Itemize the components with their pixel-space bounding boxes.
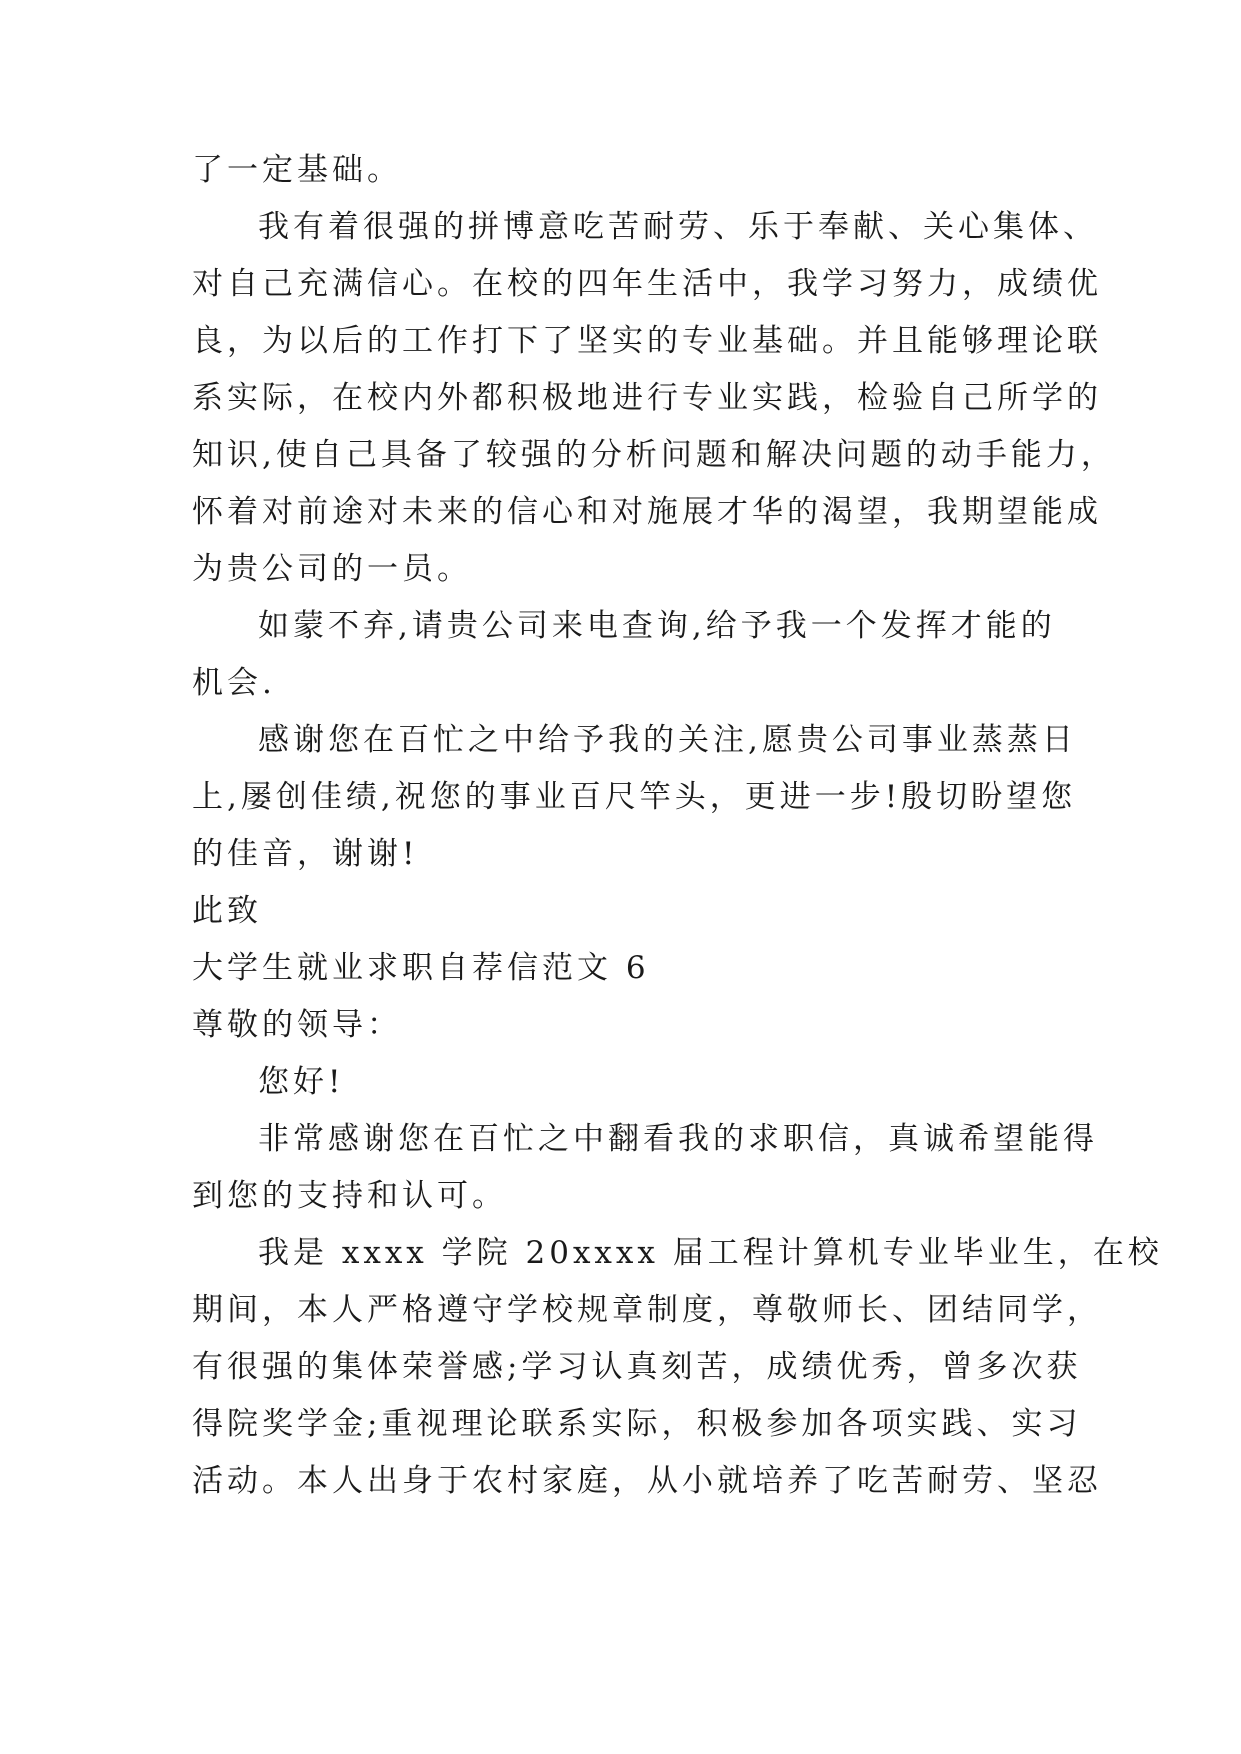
greeting: 您好! — [258, 1064, 345, 1100]
text-line: 期间，本人严格遵守学校规章制度，尊敬师长、团结同学， — [192, 1292, 1102, 1328]
text-line: 对自己充满信心。在校的四年生活中，我学习努力，成绩优 — [192, 266, 1102, 302]
text-line: 怀着对前途对未来的信心和对施展才华的渴望，我期望能成 — [192, 494, 1102, 530]
paragraph-start-line: 非常感谢您在百忙之中翻看我的求职信，真诚希望能得 — [258, 1121, 1098, 1157]
text-line: 上,屡创佳绩,祝您的事业百尺竿头，更进一步!殷切盼望您 — [192, 779, 1077, 815]
text-line: 到您的支持和认可。 — [192, 1178, 507, 1214]
section-title: 大学生就业求职自荐信范文 6 — [192, 950, 650, 986]
closing-line: 此致 — [192, 893, 262, 929]
paragraph-start-line: 感谢您在百忙之中给予我的关注,愿贵公司事业蒸蒸日 — [258, 722, 1077, 758]
paragraph-start-line: 如蒙不弃,请贵公司来电查询,给予我一个发挥才能的 — [258, 608, 1056, 644]
paragraph-start-line: 我是 xxxx 学院 20xxxx 届工程计算机专业毕业生，在校 — [258, 1235, 1163, 1271]
text-line: 良，为以后的工作打下了坚实的专业基础。并且能够理论联 — [192, 323, 1102, 359]
paragraph-start-line: 我有着很强的拼博意吃苦耐劳、乐于奉献、关心集体、 — [258, 209, 1098, 245]
text-line: 机会. — [192, 665, 276, 701]
text-line: 了一定基础。 — [192, 152, 402, 188]
salutation: 尊敬的领导： — [192, 1007, 402, 1043]
text-line: 有很强的集体荣誉感;学习认真刻苦，成绩优秀，曾多次获 — [192, 1349, 1082, 1385]
text-line: 的佳音，谢谢! — [192, 836, 419, 872]
text-line: 为贵公司的一员。 — [192, 551, 472, 587]
text-line: 系实际，在校内外都积极地进行专业实践，检验自己所学的 — [192, 380, 1102, 416]
text-line: 知识,使自己具备了较强的分析问题和解决问题的动手能力， — [192, 437, 1116, 473]
text-line: 活动。本人出身于农村家庭，从小就培养了吃苦耐劳、坚忍 — [192, 1463, 1102, 1499]
text-line: 得院奖学金;重视理论联系实际，积极参加各项实践、实习 — [192, 1406, 1082, 1442]
